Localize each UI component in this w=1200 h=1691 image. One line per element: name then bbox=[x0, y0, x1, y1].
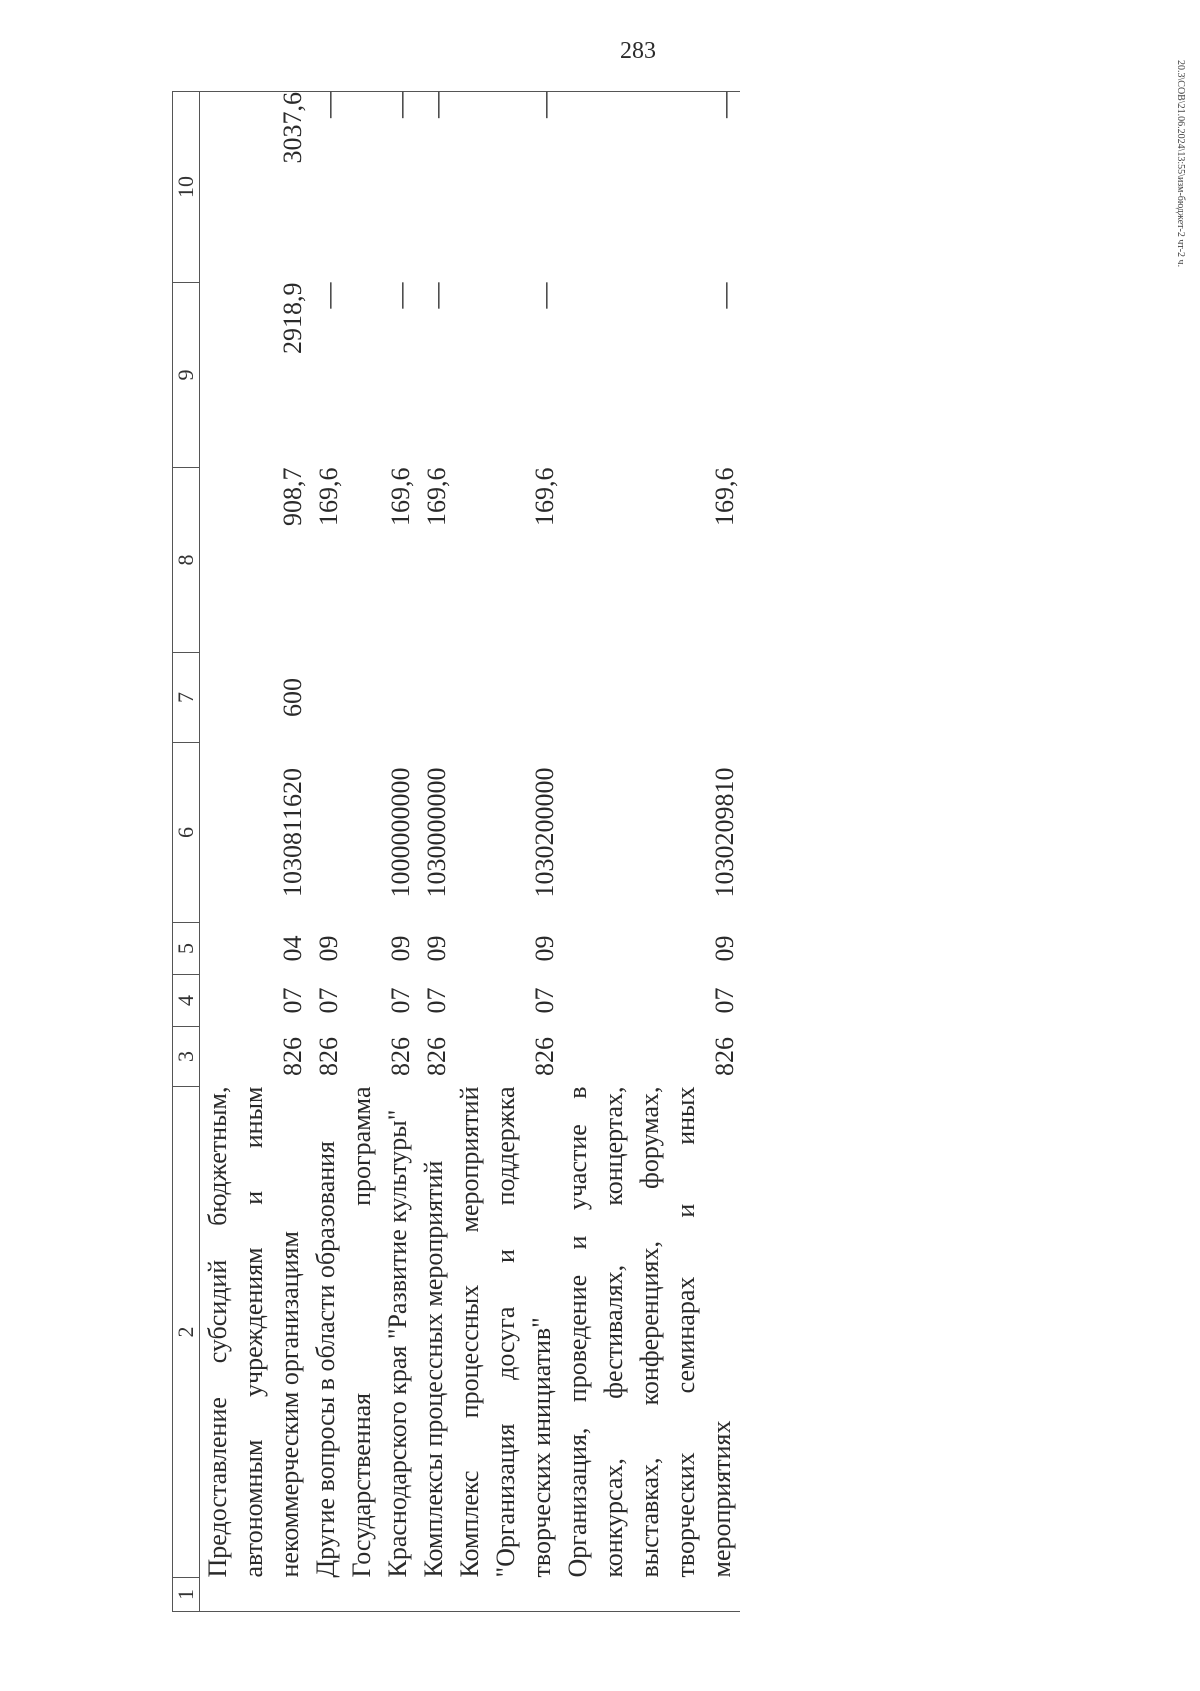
item-name-cell: Государственная программа Краснодарского края "Развитие культуры" bbox=[347, 1086, 412, 1578]
row-number-cell bbox=[560, 1578, 740, 1612]
amount-col9-cell: — bbox=[422, 282, 451, 309]
ministry-code-cell: 826 bbox=[710, 1037, 739, 1076]
row-number-cell bbox=[416, 1578, 452, 1612]
amount-col9-cell: — bbox=[386, 282, 415, 309]
column-header: 7 bbox=[173, 653, 200, 743]
amount-col8-cell: 169,6 bbox=[422, 467, 451, 526]
ministry-code-cell: 826 bbox=[422, 1037, 451, 1076]
subsection-code-cell: 04 bbox=[278, 935, 307, 962]
amount-col8-cell: 169,6 bbox=[530, 467, 559, 526]
expense-type-code-cell bbox=[452, 653, 560, 743]
table-row bbox=[308, 92, 344, 1612]
column-header: 2 bbox=[173, 1087, 200, 1578]
column-header: 5 bbox=[173, 923, 200, 975]
amount-col10-cell: — bbox=[416, 92, 452, 283]
amount-col8-cell: 169,6 bbox=[314, 467, 343, 526]
item-name-cell: Комплекс процессных мероприятий "Организация досуга и поддержка творческих инициатив" bbox=[455, 1086, 556, 1578]
document-registration-code: 20.3\СОВ\21.06.2024\13:55\изм-бюджет-2 чт-2 ч. bbox=[1175, 60, 1186, 268]
column-header: 6 bbox=[173, 743, 200, 923]
row-number-cell bbox=[200, 1578, 309, 1612]
amount-col10-cell: 3037,6 bbox=[200, 92, 309, 283]
column-header: 8 bbox=[173, 468, 200, 653]
item-name-cell: Предоставление субсидий бюджетным, автономным учреждениям и иным некоммерческим организациям bbox=[203, 1086, 304, 1578]
section-code-cell: 07 bbox=[422, 987, 451, 1014]
subsection-code-cell: 09 bbox=[710, 935, 739, 962]
table-row bbox=[416, 92, 452, 1612]
amount-col9-cell: — bbox=[314, 282, 343, 309]
column-header: 1 bbox=[173, 1578, 200, 1612]
subsection-code-cell: 09 bbox=[422, 935, 451, 962]
amount-col10-cell: — bbox=[560, 92, 740, 283]
subsection-code-cell: 09 bbox=[314, 935, 343, 962]
expense-type-code-cell bbox=[560, 653, 740, 743]
row-number-cell bbox=[308, 1578, 344, 1612]
target-item-code-cell: 1000000000 bbox=[386, 767, 415, 898]
ministry-code-cell: 826 bbox=[530, 1037, 559, 1076]
item-name-cell: Комплексы процессных мероприятий bbox=[419, 1160, 448, 1578]
target-item-code-cell: 1030811620 bbox=[278, 767, 307, 898]
column-header: 10 bbox=[173, 92, 200, 283]
page-number: 283 bbox=[620, 38, 656, 64]
expense-type-code-cell: 600 bbox=[278, 678, 307, 717]
amount-col10-cell: — bbox=[344, 92, 416, 283]
section-code-cell: 07 bbox=[278, 987, 307, 1014]
column-header: 9 bbox=[173, 283, 200, 468]
column-header: 4 bbox=[173, 975, 200, 1027]
expense-type-code-cell bbox=[308, 653, 344, 743]
section-code-cell: 07 bbox=[386, 987, 415, 1014]
section-code-cell: 07 bbox=[530, 987, 559, 1014]
ministry-code-cell: 826 bbox=[314, 1037, 343, 1076]
amount-col9-cell: 2918,9 bbox=[278, 282, 307, 354]
subsection-code-cell: 09 bbox=[530, 935, 559, 962]
row-number-cell bbox=[344, 1578, 416, 1612]
ministry-code-cell: 826 bbox=[386, 1037, 415, 1076]
subsection-code-cell: 09 bbox=[386, 935, 415, 962]
budget-table-sheet bbox=[172, 92, 1200, 1612]
amount-col8-cell: 908,7 bbox=[278, 467, 307, 526]
amount-col10-cell: — bbox=[452, 92, 560, 283]
target-item-code-cell: 1030209810 bbox=[710, 767, 739, 898]
section-code-cell: 07 bbox=[710, 987, 739, 1014]
column-header: 3 bbox=[173, 1027, 200, 1087]
table-header-row bbox=[173, 92, 200, 1612]
row-number-cell bbox=[452, 1578, 560, 1612]
expense-type-code-cell bbox=[416, 653, 452, 743]
item-name-cell: Другие вопросы в области образования bbox=[311, 1140, 340, 1578]
amount-col9-cell: — bbox=[710, 282, 739, 309]
budget-table bbox=[172, 91, 740, 1612]
target-item-code-cell: 1030000000 bbox=[422, 767, 451, 898]
table-row bbox=[560, 92, 740, 1612]
target-item-code-cell bbox=[308, 743, 344, 923]
amount-col10-cell: — bbox=[308, 92, 344, 283]
table-row bbox=[452, 92, 560, 1612]
expense-type-code-cell bbox=[344, 653, 416, 743]
amount-col8-cell: 169,6 bbox=[386, 467, 415, 526]
table-row bbox=[344, 92, 416, 1612]
target-item-code-cell: 1030200000 bbox=[530, 767, 559, 898]
amount-col8-cell: 169,6 bbox=[710, 467, 739, 526]
amount-col9-cell: — bbox=[530, 282, 559, 309]
section-code-cell: 07 bbox=[314, 987, 343, 1014]
ministry-code-cell: 826 bbox=[278, 1037, 307, 1076]
item-name-cell: Организация, проведение и участие в конкурсах, фестивалях, концертах, выставках, конференциях, форумах, творческих семинарах и иных мероприятиях bbox=[563, 1086, 736, 1578]
table-row bbox=[200, 92, 309, 1612]
